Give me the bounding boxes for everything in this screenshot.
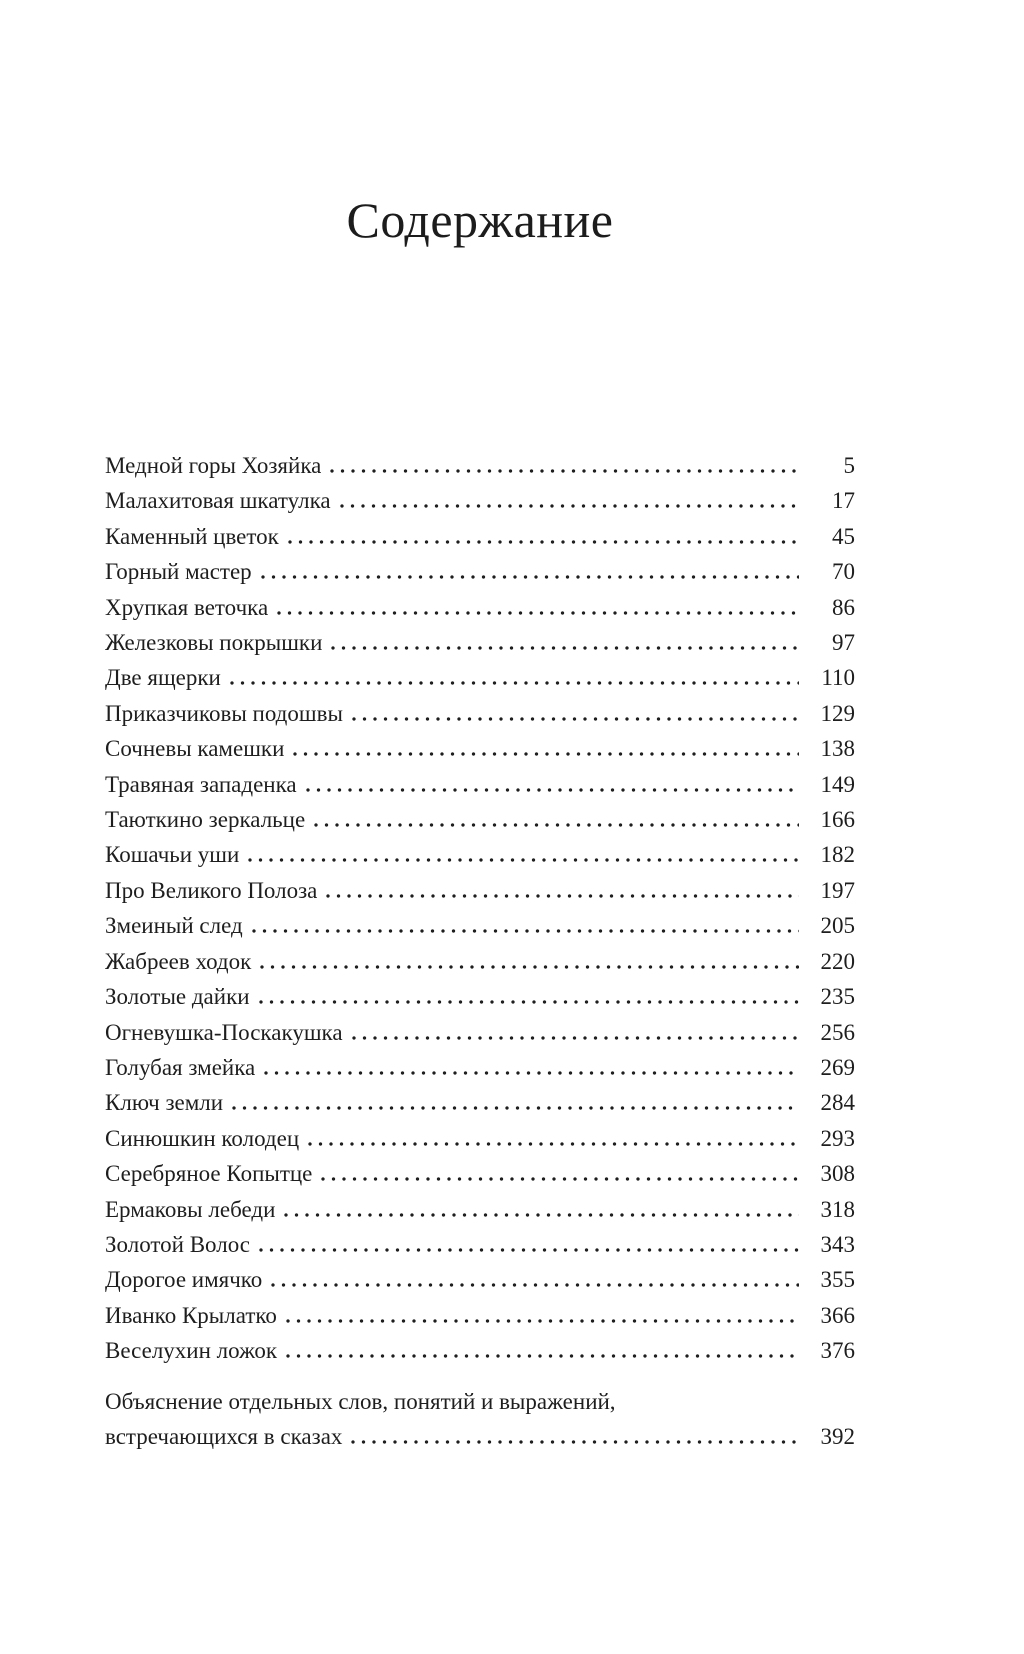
toc-entry-title: Таюткино зеркальце <box>105 807 306 833</box>
toc-footer-row <box>105 1419 855 1454</box>
toc-footer-title-line1: Объяснение отдельных слов, понятий и выражений, <box>105 1388 616 1414</box>
toc-entry-title: Змеиный след <box>105 913 243 939</box>
dot-leader <box>306 788 799 792</box>
toc-entry-page-number: 97 <box>832 630 855 656</box>
dot-leader <box>308 1142 799 1146</box>
toc-entry-row <box>105 519 855 554</box>
toc-entry-title: Веселухин ложок <box>105 1338 278 1364</box>
toc-entry-title: Малахитовая шкатулка <box>105 488 331 514</box>
dot-leader <box>288 540 799 544</box>
book-page <box>105 0 855 1454</box>
dot-leader <box>330 469 799 473</box>
toc-entry-title: Золотые дайки <box>105 984 250 1010</box>
toc-entry-title: Горный мастер <box>105 559 252 585</box>
page-title: Содержание <box>346 192 614 248</box>
toc-entry-title: Две ящерки <box>105 665 221 691</box>
toc-entry-row <box>105 1050 855 1085</box>
toc-entry-row <box>105 448 855 483</box>
dot-leader <box>352 1036 799 1040</box>
toc-entry-row <box>105 590 855 625</box>
toc-entry-page-number: 138 <box>820 736 855 762</box>
dot-leader <box>277 611 799 615</box>
toc-entry-page-number: 220 <box>820 948 855 974</box>
toc-entry-page-number: 182 <box>820 842 855 868</box>
toc-entry-page-number: 166 <box>820 807 855 833</box>
dot-leader <box>230 681 799 685</box>
dot-leader <box>352 717 799 721</box>
toc-entry-page-number: 45 <box>832 523 855 549</box>
toc-entry-row <box>105 873 855 908</box>
dot-leader <box>340 504 799 508</box>
toc-entry-title: Синюшкин колодец <box>105 1125 300 1151</box>
toc-entry-row <box>105 1298 855 1333</box>
toc-entry-page-number: 269 <box>820 1054 855 1080</box>
toc-entry-row <box>105 483 855 518</box>
toc-entry-page-number: 70 <box>832 559 855 585</box>
dot-leader <box>331 646 799 650</box>
toc-entry-page-number: 235 <box>820 984 855 1010</box>
toc-entry-row <box>105 908 855 943</box>
toc-entry-page-number: 284 <box>820 1090 855 1116</box>
dot-leader <box>284 1213 799 1217</box>
dot-leader <box>314 823 799 827</box>
toc-entry-row <box>105 1333 855 1368</box>
toc-footer-title-line2: встречающихся в сказах <box>105 1423 343 1449</box>
dot-leader <box>259 1000 799 1004</box>
dot-leader <box>232 1106 799 1110</box>
toc-entry-title: Серебряное Копытце <box>105 1161 313 1187</box>
toc-entry-row <box>105 1227 855 1262</box>
dot-leader <box>259 1248 799 1252</box>
toc-entry-row <box>105 1192 855 1227</box>
toc-entry-title: Дорогое имячко <box>105 1267 263 1293</box>
toc-entry-title: Каменный цветок <box>105 523 279 549</box>
toc-entry-page-number: 343 <box>820 1231 855 1257</box>
toc-entry-page-number: 197 <box>820 877 855 903</box>
toc-entry-title: Хрупкая веточка <box>105 594 269 620</box>
toc-entry-title: Жабреев ходок <box>105 948 252 974</box>
toc-entry-title: Ермаковы лебеди <box>105 1196 276 1222</box>
dot-leader <box>351 1440 799 1444</box>
toc-entry-row <box>105 1156 855 1191</box>
toc-entry-row <box>105 554 855 589</box>
dot-leader <box>260 965 799 969</box>
toc-entry-page-number: 129 <box>820 700 855 726</box>
toc-entry-title: Про Великого Полоза <box>105 877 318 903</box>
toc-entry-row <box>105 660 855 695</box>
toc-entry-title: Кошачьи уши <box>105 842 240 868</box>
dot-leader <box>286 1319 799 1323</box>
toc-entry-title: Золотой Волос <box>105 1231 250 1257</box>
toc-entry-page-number: 376 <box>820 1338 855 1364</box>
toc-entry-title: Железковы покрышки <box>105 630 323 656</box>
toc-entry-page-number: 355 <box>820 1267 855 1293</box>
toc-entry-row <box>105 802 855 837</box>
toc-entry-row <box>105 625 855 660</box>
toc-entry-row <box>105 1085 855 1120</box>
toc-footer-entry <box>105 1384 855 1455</box>
toc-entry-page-number: 17 <box>832 488 855 514</box>
dot-leader <box>321 1177 799 1181</box>
toc-entry-title: Травяная западенка <box>105 771 297 797</box>
toc-entry-title: Ключ земли <box>105 1090 224 1116</box>
toc-entry-row <box>105 1121 855 1156</box>
toc-entry-page-number: 86 <box>832 594 855 620</box>
toc-entry-page-number: 205 <box>820 913 855 939</box>
toc-entry-page-number: 256 <box>820 1019 855 1045</box>
toc-entry-title: Огневушка-Поскакушка <box>105 1019 343 1045</box>
toc-entry-page-number: 110 <box>821 665 855 691</box>
dot-leader <box>286 1354 799 1358</box>
dot-leader <box>252 929 799 933</box>
toc-entry-row <box>105 1015 855 1050</box>
toc-entry-title: Иванко Крылатко <box>105 1302 277 1328</box>
dot-leader <box>248 858 799 862</box>
dot-leader <box>271 1283 799 1287</box>
toc-entry-page-number: 5 <box>843 453 855 478</box>
toc-list <box>105 448 855 1369</box>
dot-leader <box>261 575 799 579</box>
toc-entry-row <box>105 979 855 1014</box>
dot-leader <box>293 752 799 756</box>
toc-entry-row <box>105 944 855 979</box>
toc-footer-page-number: 392 <box>820 1423 855 1449</box>
toc-entry-page-number: 366 <box>820 1302 855 1328</box>
toc-entry-row <box>105 1262 855 1297</box>
toc-entry-row <box>105 696 855 731</box>
dot-leader <box>326 894 799 898</box>
toc-entry-row <box>105 767 855 802</box>
toc-entry-row <box>105 837 855 872</box>
toc-entry-title: Сочневы камешки <box>105 736 285 762</box>
toc-entry-page-number: 149 <box>820 771 855 797</box>
toc-entry-row <box>105 731 855 766</box>
toc-entry-page-number: 293 <box>820 1125 855 1151</box>
toc-entry-title: Медной горы Хозяйка <box>105 453 322 478</box>
toc-entry-page-number: 318 <box>820 1196 855 1222</box>
toc-entry-title: Голубая змейка <box>105 1054 256 1080</box>
toc-entry-title: Приказчиковы подошвы <box>105 700 343 726</box>
dot-leader <box>264 1071 799 1075</box>
toc-entry-page-number: 308 <box>820 1161 855 1187</box>
